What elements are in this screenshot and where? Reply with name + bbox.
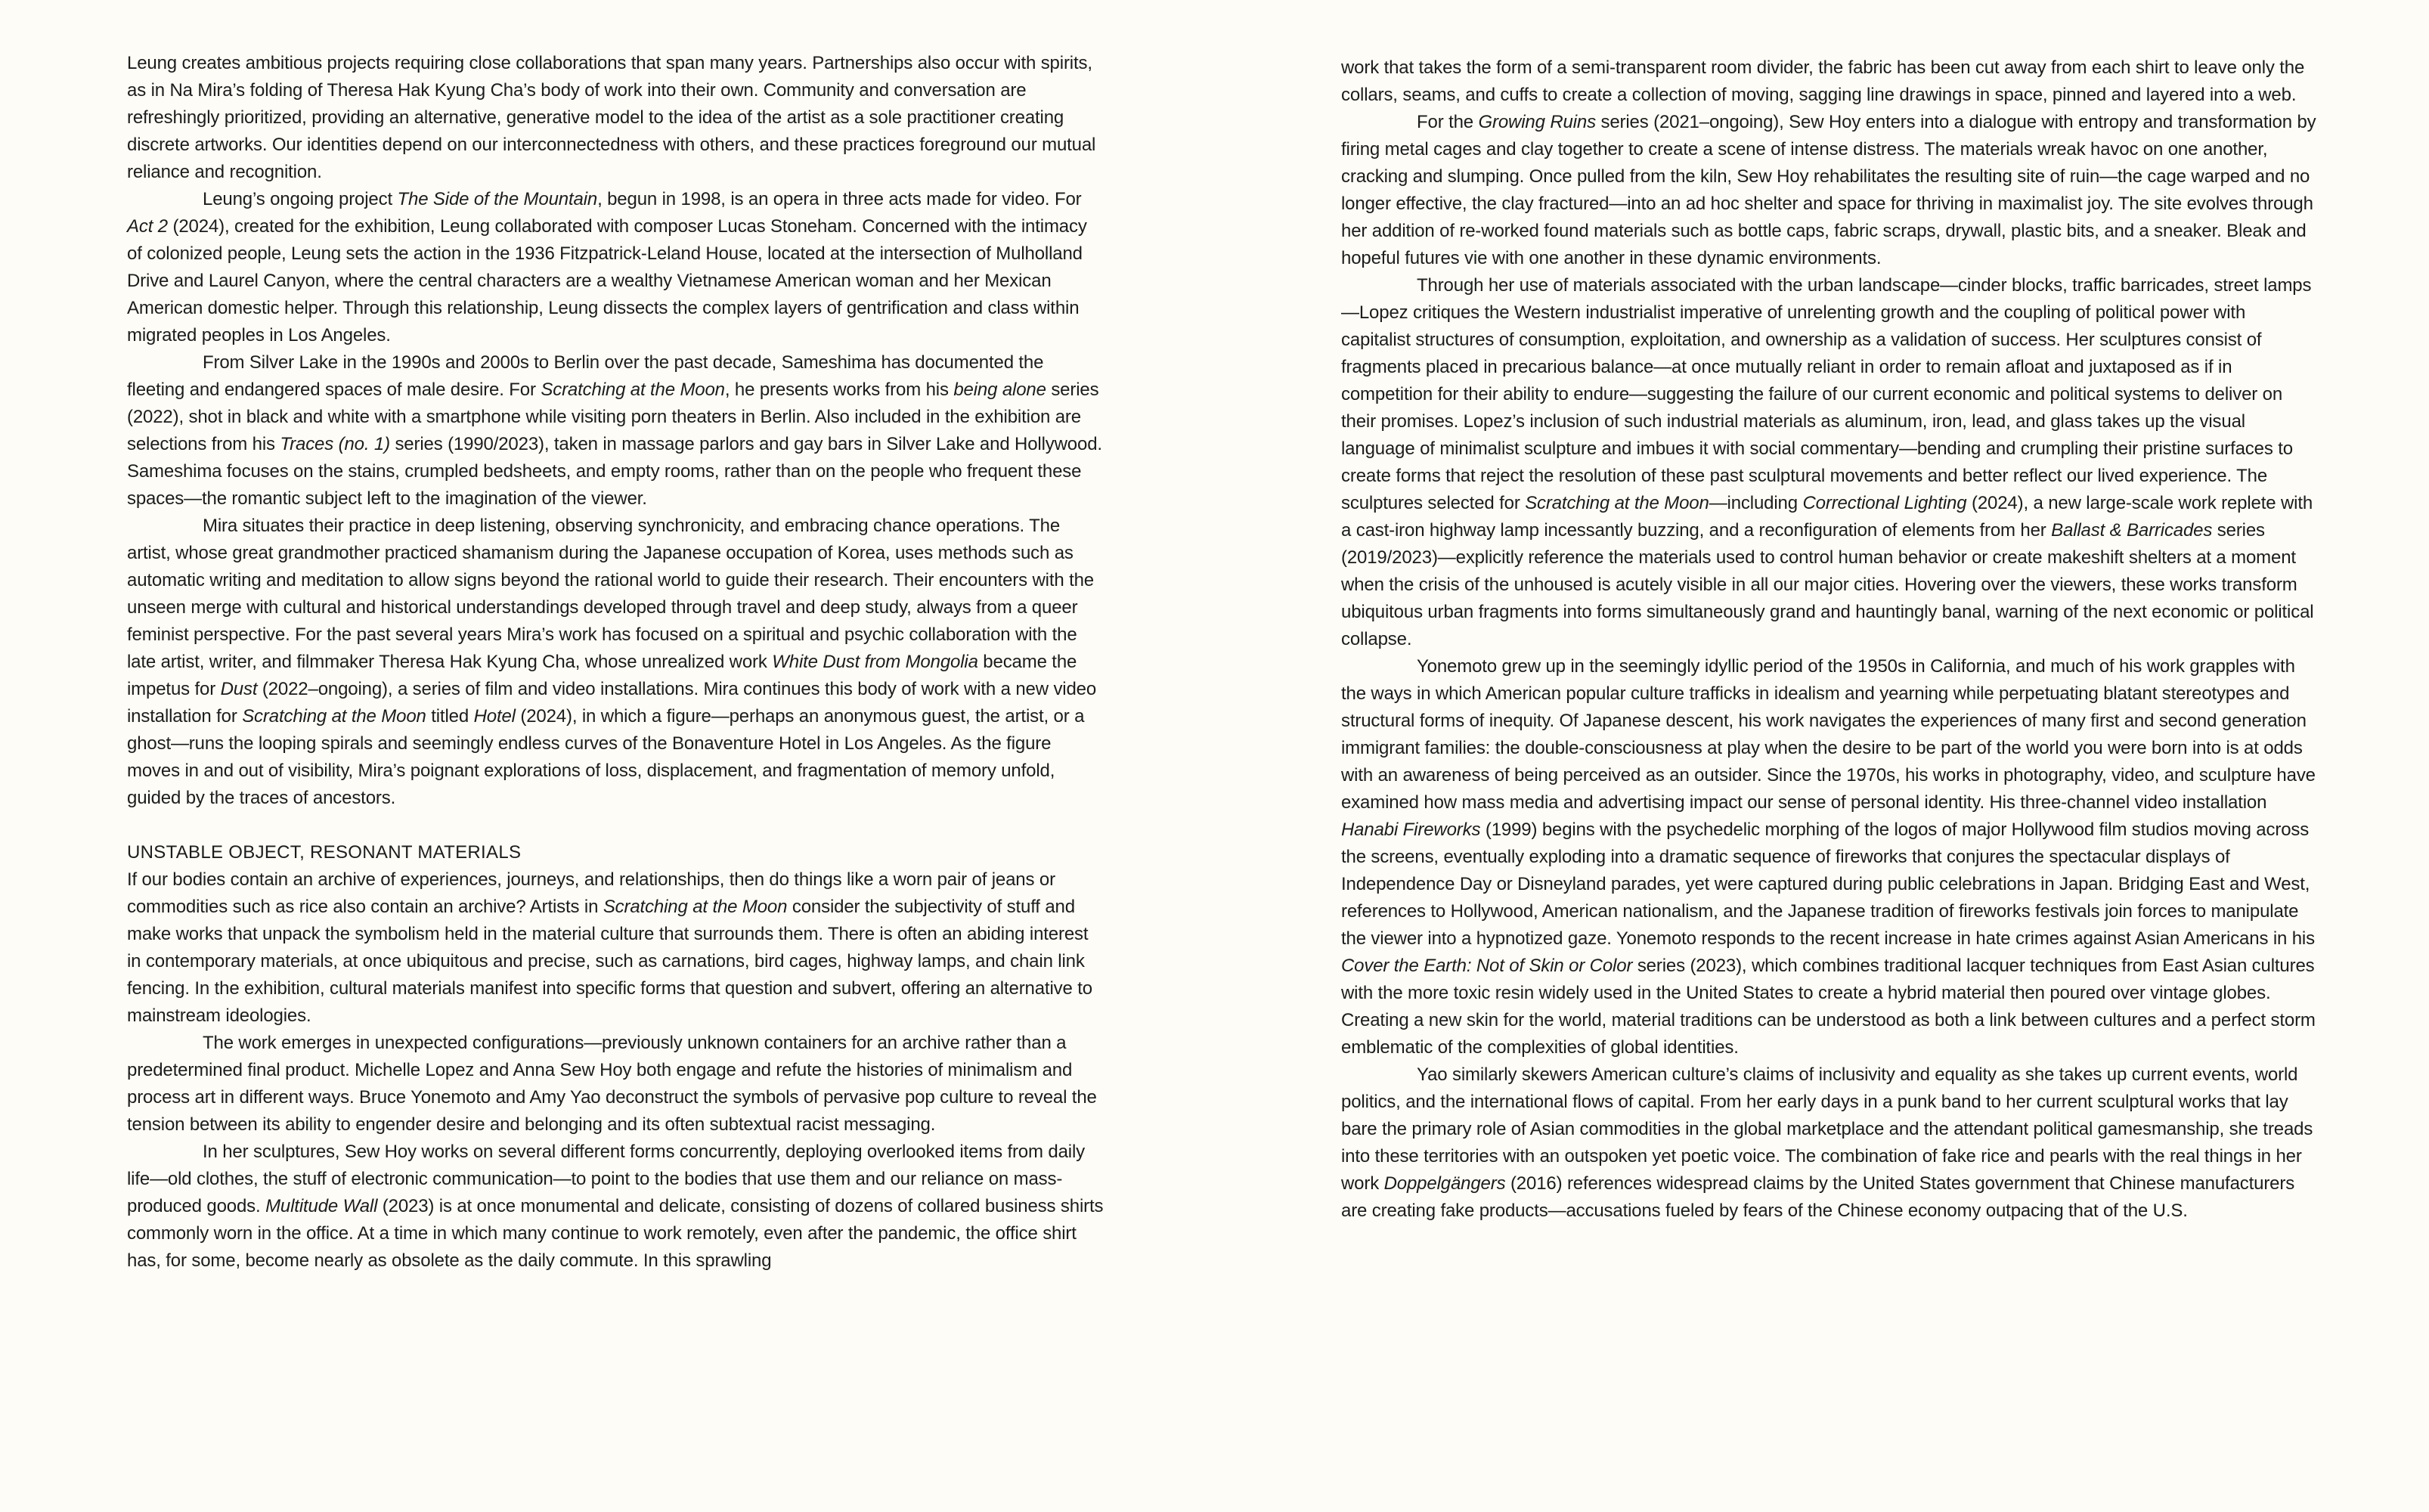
italic-title: White Dust from Mongolia bbox=[772, 652, 978, 672]
paragraph bbox=[1341, 109, 2316, 272]
text-run: Through her use of materials associated with the urban landscape—cinder blocks, traffic barricades, street lamps—Lopez critiques the Western industrialist imperative of unrelenting growth and the coupling of political power with capitalist structures of consumption, exploitation, and ownership as a validation of success. Her sculptures consist of fragments placed in precarious balance—at once mutually reliant in order to remain afloat and juxtaposed as if in competition for their ability to endure—suggesting the failure of our current economic and political systems to deliver on their promises. Lopez’s inclusion of such industrial materials as aluminum, iron, lead, and glass takes up the visual language of minimalist sculpture and imbues it with social commentary—bending and crumpling their pristine surfaces to create forms that reject the resolution of these past sculptural movements and better reflect our lived experience. The sculptures selected for bbox=[1341, 275, 2312, 513]
text-run: Yao similarly skewers American culture’s claims of inclusivity and equality as she takes up current events, world politics, and the international flows of capital. From her early days in a punk band to her current sculptural works that lay bare the primary role of Asian commodities in the global marketplace and the attendant political gamesmanship, she treads into these territories with an outspoken yet poetic voice. The combination of fake rice and pearls with the real things in her work bbox=[1341, 1064, 2313, 1194]
italic-title: Growing Ruins bbox=[1478, 112, 1596, 132]
italic-title: Scratching at the Moon bbox=[242, 706, 426, 727]
right-page-column bbox=[1341, 54, 2316, 1225]
paragraph bbox=[127, 1030, 1104, 1139]
text-run: (2024), in which a figure—perhaps an anonymous guest, the artist, or a ghost—runs the looping spirals and seemingly endless curves of the Bonaventure Hotel in Los Angeles. As the figure moves in and out of visibility, Mira’s poignant explorations of loss, displacement, and fragmentation of memory unfold, guided by the traces of ancestors. bbox=[127, 706, 1085, 808]
text-run: (2016) references widespread claims by the United States government that Chinese manufacturers are creating fake products—accusations fueled by fears of the Chinese economy outpacing that of the U.S. bbox=[1341, 1173, 2295, 1221]
text-run: series (2023), which combines traditional lacquer techniques from East Asian cultures with the more toxic resin widely used in the United States to create a hybrid material then poured over vintage globes. Creating a new skin for the world, material traditions can be understood as both a link between cultures and a perfect storm emblematic of the complexities of global identities. bbox=[1341, 956, 2316, 1058]
text-run: —including bbox=[1709, 493, 1803, 513]
italic-title: Ballast & Barricades bbox=[2051, 520, 2213, 541]
italic-title: Scratching at the Moon bbox=[603, 897, 788, 917]
paragraph bbox=[127, 186, 1104, 349]
paragraph bbox=[127, 50, 1104, 186]
text-run: work that takes the form of a semi-transparent room divider, the fabric has been cut away from each shirt to leave only the collars, seams, and cuffs to create a collection of moving, sagging line drawings in space, pinned and layered into a web. bbox=[1341, 57, 2305, 105]
text-run: , begun in 1998, is an opera in three acts made for video. For bbox=[597, 189, 1082, 209]
section-heading: UNSTABLE OBJECT, RESONANT MATERIALS bbox=[127, 842, 522, 863]
text-run: Yonemoto grew up in the seemingly idyllic period of the 1950s in California, and much of his work grapples with the ways in which American popular culture trafficks in idealism and yearning while perpetuating blatant stereotypes and structural forms of inequity. Of Japanese descent, his work navigates the experiences of many first and second generation immigrant families: the double-consciousness at play when the desire to be part of the world you were born into is at odds with an awareness of being perceived as an outsider. Since the 1970s, his works in photography, video, and sculpture have examined how mass media and advertising impact our sense of personal identity. His three-channel video installation bbox=[1341, 656, 2316, 813]
paragraph bbox=[127, 866, 1104, 1030]
text-run: (1999) begins with the psychedelic morphing of the logos of major Hollywood film studios moving across the screens, eventually exploding into a dramatic sequence of fireworks that conjures the spectacular displays of Independence Day or Disneyland parades, yet were captured during public celebrations in Japan. Bridging East and West, references to Hollywood, American nationalism, and the Japanese tradition of fireworks festivals join forces to manipulate the viewer into a hypnotized gaze. Yonemoto responds to the recent increase in hate crimes against Asian Americans in his bbox=[1341, 820, 2315, 949]
paragraph bbox=[1341, 54, 2316, 109]
text-run: became the impetus for bbox=[127, 652, 1077, 699]
text-run: The work emerges in unexpected configurations—previously unknown containers for an archive rather than a predetermined final product. Michelle Lopez and Anna Sew Hoy both engage and refute the histories of minimalism and process art in different ways. Bruce Yonemoto and Amy Yao deconstruct the symbols of pervasive pop culture to reveal the tension between its ability to engender desire and belonging and its often subtextual racist messaging. bbox=[127, 1033, 1097, 1135]
italic-title: Dust bbox=[220, 679, 258, 699]
italic-title: Hotel bbox=[473, 706, 516, 727]
italic-title: Traces (no. 1) bbox=[280, 434, 390, 454]
paragraph bbox=[1341, 1061, 2316, 1225]
text-run: Leung creates ambitious projects requiring close collaborations that span many years. Partnerships also occur with spirits, as in Na Mira’s folding of Theresa Hak Kyung Cha’s body of work into their own. Community and conversation are refreshingly prioritized, providing an alternative, generative model to the idea of the artist as a sole practitioner creating discrete artworks. Our identities depend on our interconnectedness with others, and these practices foreground our mutual reliance and recognition. bbox=[127, 53, 1096, 182]
text-run: Leung’s ongoing project bbox=[203, 189, 398, 209]
italic-title: Doppelgängers bbox=[1383, 1173, 1506, 1194]
paragraph bbox=[1341, 272, 2316, 653]
text-run: If our bodies contain an archive of experiences, journeys, and relationships, then do things like a worn pair of jeans or commodities such as rice also contain an archive? Artists in bbox=[127, 869, 1055, 917]
paragraph bbox=[127, 349, 1104, 513]
text-run: From Silver Lake in the 1990s and 2000s to Berlin over the past decade, Sameshima has documented the fleeting and endangered spaces of male desire. For bbox=[127, 352, 1044, 400]
text-run: series (1990/2023), taken in massage parlors and gay bars in Silver Lake and Hollywood. Sameshima focuses on the stains, crumpled bedsheets, and empty rooms, rather than on the people who frequent these spaces—the romantic subject left to the imagination of the viewer. bbox=[127, 434, 1102, 509]
paragraph bbox=[127, 1139, 1104, 1275]
text-run: consider the subjectivity of stuff and make works that unpack the symbolism held in the material culture that surrounds them. There is often an abiding interest in contemporary materials, at once ubiquitous and precise, such as carnations, bird cages, highway lamps, and chain link fencing. In the exhibition, cultural materials manifest into specific forms that question and subvert, offering an alternative to mainstream ideologies. bbox=[127, 897, 1092, 1026]
italic-title: Scratching at the Moon bbox=[541, 380, 725, 400]
italic-title: Multitude Wall bbox=[265, 1196, 378, 1216]
left-page-column bbox=[127, 50, 1104, 1275]
text-run: In her sculptures, Sew Hoy works on several different forms concurrently, deploying overlooked items from daily life—old clothes, the stuff of electronic communication—to point to the bodies that use them and our reliance on mass-produced goods. bbox=[127, 1142, 1085, 1216]
text-run: (2024), a new large-scale work replete with a cast-iron highway lamp incessantly buzzing, and a reconfiguration of elements from her bbox=[1341, 493, 2313, 541]
text-run: Mira situates their practice in deep listening, observing synchronicity, and embracing chance operations. The artist, whose great grandmother practiced shamanism during the Japanese occupation of Korea, uses methods such as automatic writing and meditation to allow signs beyond the rational world to guide their research. Their encounters with the unseen merge with cultural and historical understandings developed through travel and deep study, always from a queer feminist perspective. For the past several years Mira’s work has focused on a spiritual and psychic collaboration with the late artist, writer, and filmmaker Theresa Hak Kyung Cha, whose unrealized work bbox=[127, 516, 1095, 672]
text-run: titled bbox=[426, 706, 474, 727]
italic-title: Hanabi Fireworks bbox=[1341, 820, 1481, 840]
text-run: , he presents works from his bbox=[724, 380, 954, 400]
italic-title: Scratching at the Moon bbox=[1525, 493, 1709, 513]
italic-title: Correctional Lighting bbox=[1802, 493, 1967, 513]
left-paragraphs-bottom bbox=[127, 866, 1104, 1275]
text-run: series (2019/2023)—explicitly reference the materials used to control human behavior or create makeshift shelters at a moment when the crisis of the unhoused is acutely visible in all our major cities. Hovering over the viewers, these works transform ubiquitous urban fragments into forms simultaneously grand and hauntingly banal, warning of the next economic or political collapse. bbox=[1341, 520, 2314, 649]
text-run: (2022–ongoing), a series of film and video installations. Mira continues this body of work with a new video installation for bbox=[127, 679, 1097, 727]
left-paragraphs-top bbox=[127, 50, 1104, 812]
italic-title: Act 2 bbox=[127, 216, 168, 237]
text-run: For the bbox=[1417, 112, 1479, 132]
italic-title: being alone bbox=[953, 380, 1046, 400]
paragraph bbox=[127, 513, 1104, 812]
paragraph bbox=[1341, 653, 2316, 1061]
text-run: series (2022), shot in black and white with a smartphone while visiting porn theaters in Berlin. Also included in the exhibition are selections from his bbox=[127, 380, 1099, 454]
text-run: (2023) is at once monumental and delicate, consisting of dozens of collared business shirts commonly worn in the office. At a time in which many continue to work remotely, even after the pandemic, the office shirt has, for some, become nearly as obsolete as the daily commute. In this sprawling bbox=[127, 1196, 1104, 1271]
text-run: (2024), created for the exhibition, Leung collaborated with composer Lucas Stoneham. Concerned with the intimacy of colonized people, Leung sets the action in the 1936 Fitzpatrick-Leland House, located at the intersection of Mulholland Drive and Laurel Canyon, where the central characters are a wealthy Vietnamese American woman and her Mexican American domestic helper. Through this relationship, Leung dissects the complex layers of gentrification and class within migrated peoples in Los Angeles. bbox=[127, 216, 1087, 345]
text-run: series (2021–ongoing), Sew Hoy enters into a dialogue with entropy and transformation by firing metal cages and clay together to create a scene of intense distress. The materials wreak havoc on one another, cracking and slumping. Once pulled from the kiln, Sew Hoy rehabilitates the resulting site of ruin—the cage warped and no longer effective, the clay fractured—into an ad hoc shelter and space for thriving in maximalist joy. The site evolves through her addition of re-worked found materials such as bottle caps, fabric scraps, drywall, plastic bits, and a sneaker. Bleak and hopeful futures vie with one another in these dynamic environments. bbox=[1341, 112, 2316, 268]
italic-title: The Side of the Mountain bbox=[397, 189, 598, 209]
italic-title: Cover the Earth: Not of Skin or Color bbox=[1341, 956, 1633, 976]
